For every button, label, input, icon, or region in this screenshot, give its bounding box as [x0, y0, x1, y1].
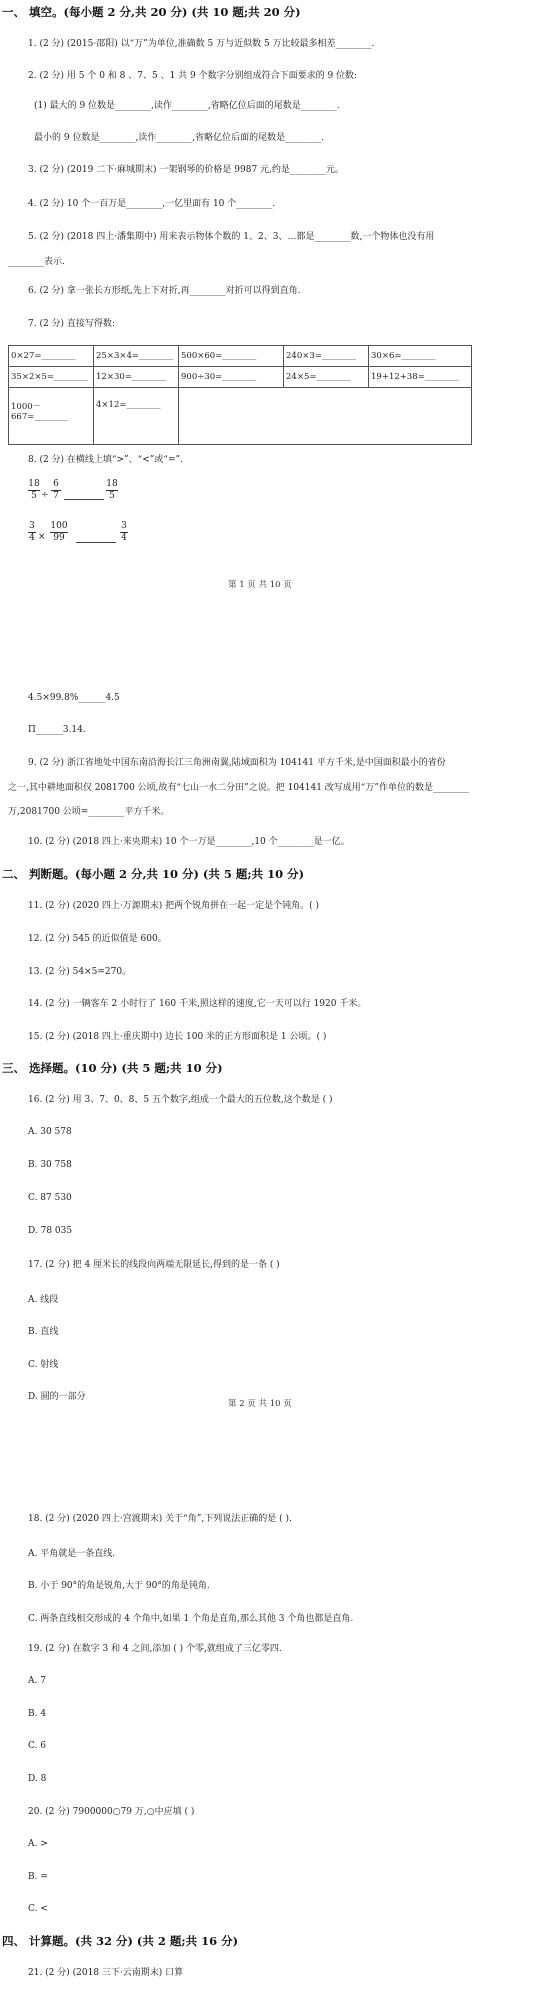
question-21: 21. (2 分) (2018 三下·云南期末) 口算 — [28, 1968, 184, 1978]
fraction-denominator: 5 — [109, 491, 115, 501]
question-4: 4. (2 分) 10 个一百万是________,一亿里面有 10 个________. — [28, 199, 276, 209]
section-heading-compute: 四、 计算题。(共 32 分) (共 2 题;共 16 分) — [2, 1934, 239, 1948]
fraction-numerator: 18 — [106, 479, 118, 489]
operator-sign: × — [38, 532, 46, 542]
section-heading-judge: 二、 判断题。(每小题 2 分,共 10 分) (共 5 题;共 10 分) — [2, 867, 305, 881]
fraction-denominator: 4 — [121, 533, 127, 543]
option-a: A. 7 — [28, 1676, 46, 1686]
question-9-line-3: 万,2081700 公顷=________平方千米。 — [8, 807, 170, 817]
answer-blank — [76, 542, 116, 543]
fraction — [106, 479, 118, 502]
question-9-line-1: 9. (2 分) 浙江省地处中国东南沿海长江三角洲南翼,陆域面积为 104141 平方千米,是中国面积最小的省份 — [28, 758, 446, 768]
calc-cell: 19+12+38=________ — [369, 367, 472, 388]
fraction — [50, 521, 68, 544]
calc-cell: 30×6=________ — [369, 346, 472, 367]
option-b: B. 30 758 — [28, 1160, 72, 1170]
option-a: A. 30 578 — [28, 1127, 72, 1137]
option-c: C. 两条直线相交形成的 4 个角中,如果 1 个角是直角,那么其他 3 个角也都是直角. — [28, 1614, 354, 1624]
calc-cell: 500×60=________ — [179, 346, 284, 367]
question-7: 7. (2 分) 直接写得数: — [28, 319, 115, 329]
question-15: 15. (2 分) (2018 四上·重庆期中) 边长 100 米的正方形面积是 1 公顷。( ) — [28, 1032, 327, 1042]
option-b: B. 4 — [28, 1709, 47, 1719]
question-5-line-1: 5. (2 分) (2018 四上·潘集期中) 用来表示物体个数的 1、2、3、…都是________数,一个物体也没有用 — [28, 232, 435, 242]
question-10: 10. (2 分) (2018 四上·来央期末) 10 个一万是________,10 个________是一亿。 — [28, 837, 350, 847]
question-8-row-4: Π______3.14. — [28, 725, 86, 735]
option-d: D. 8 — [28, 1774, 47, 1784]
fraction-denominator: 7 — [53, 491, 59, 501]
question-5-line-2: ________表示. — [8, 257, 65, 267]
question-12: 12. (2 分) 545 的近似值是 600。 — [28, 934, 167, 944]
calc-cell: 12×30=________ — [94, 367, 179, 388]
answer-blank — [64, 499, 104, 500]
fraction-numerator: 18 — [28, 479, 40, 489]
calc-cell: 25×3×4=________ — [94, 346, 179, 367]
question-2: 2. (2 分) 用 5 个 0 和 8 、7、5 、1 共 9 个数字分别组成符合下面要求的 9 位数: — [28, 71, 358, 81]
question-8-row-3: 4.5×99.8%______4.5 — [28, 693, 120, 703]
question-19: 19. (2 分) 在数字 3 和 4 之间,添加 ( ) 个零,就组成了三亿零四. — [28, 1644, 282, 1654]
option-a: A. > — [28, 1839, 48, 1849]
fraction-numerator: 6 — [53, 479, 59, 489]
fraction-denominator: 5 — [31, 491, 37, 501]
fraction-denominator: 4 — [29, 533, 35, 543]
fraction-numerator: 100 — [50, 521, 68, 531]
page-footer: 第 2 页 共 10 页 — [228, 1399, 292, 1409]
question-8: 8. (2 分) 在横线上填“>”、“<”或“=”. — [28, 455, 184, 465]
question-18: 18. (2 分) (2020 四上·宫渡期末) 关于“角”,下列说法正确的是 ( ). — [28, 1514, 292, 1524]
question-20: 20. (2 分) 7900000○79 万,○中应填 ( ) — [28, 1807, 195, 1817]
table-row — [9, 367, 472, 388]
fraction-denominator: 99 — [53, 533, 65, 543]
option-b: B. 直线 — [28, 1327, 59, 1337]
table-row — [9, 388, 472, 445]
table-row — [9, 346, 472, 367]
calc-cell: 1000－667=________ — [9, 388, 94, 445]
option-b: B. 小于 90°的角是锐角,大于 90°的角是钝角. — [28, 1581, 210, 1591]
calc-cell: 240×3=________ — [284, 346, 369, 367]
operator-sign: ÷ — [41, 490, 49, 500]
calc-cell: 35×2×5=________ — [9, 367, 94, 388]
section-heading-choice: 三、 选择题。(10 分) (共 5 题;共 10 分) — [2, 1061, 223, 1075]
fraction-numerator: 3 — [121, 521, 127, 531]
question-11: 11. (2 分) (2020 四上·万源期末) 把两个锐角拼在一起一定是个钝角。( ) — [28, 901, 320, 911]
question-1: 1. (2 分) (2015·邵阳) 以“万”为单位,准确数 5 万与近似数 5 万比较最多相差________. — [28, 39, 375, 49]
calc-cell: 900÷30=________ — [179, 367, 284, 388]
option-c: C. 6 — [28, 1741, 47, 1751]
fraction — [51, 479, 61, 502]
calc-cell-empty — [179, 388, 472, 445]
option-c: C. 87 530 — [28, 1193, 72, 1203]
question-17: 17. (2 分) 把 4 厘米长的线段向两端无限延长,得到的是一条 ( ) — [28, 1260, 280, 1270]
calc-cell: 24×5=________ — [284, 367, 369, 388]
question-2-part-1: (1) 最大的 9 位数是________,读作________,省略亿位后面的尾数是________. — [34, 101, 340, 111]
calc-cell: 4×12=________ — [94, 388, 179, 445]
fraction — [120, 521, 128, 544]
option-c: C. 射线 — [28, 1360, 59, 1370]
option-b: B. = — [28, 1872, 48, 1882]
option-a: A. 线段 — [28, 1295, 59, 1305]
fraction — [28, 521, 36, 544]
page-footer: 第 1 页 共 10 页 — [228, 580, 292, 590]
option-c: C. < — [28, 1904, 48, 1914]
option-d: D. 圆的一部分 — [28, 1392, 86, 1402]
option-a: A. 平角就是一条直线. — [28, 1549, 116, 1559]
question-3: 3. (2 分) (2019 二下·麻城期末) 一架钢琴的价格是 9987 元,约是________元。 — [28, 165, 344, 175]
calc-table — [8, 345, 472, 445]
question-6: 6. (2 分) 拿一张长方形纸,先上下对折,再________对折可以得到直角. — [28, 286, 301, 296]
section-heading-fill: 一、 填空。(每小题 2 分,共 20 分) (共 10 题;共 20 分) — [2, 5, 301, 19]
question-9-line-2: 之一,其中耕地面积仅 2081700 公顷,故有“七山一水二分田”之说。把 104141 改写成用“万”作单位的数是________ — [8, 783, 470, 793]
question-2-part-2: 最小的 9 位数是________,读作________,省略亿位后面的尾数是________. — [34, 133, 325, 143]
calc-cell: 0×27=________ — [9, 346, 94, 367]
fraction-numerator: 3 — [29, 521, 35, 531]
fraction — [28, 479, 40, 502]
question-13: 13. (2 分) 54×5=270。 — [28, 967, 132, 977]
option-d: D. 78 035 — [28, 1226, 73, 1236]
question-16: 16. (2 分) 用 3、7、0、8、5 五个数字,组成一个最大的五位数,这个数是 ( ) — [28, 1095, 333, 1105]
question-14: 14. (2 分) 一辆客车 2 小时行了 160 千米,照这样的速度,它一天可以行 1920 千米。 — [28, 999, 367, 1009]
